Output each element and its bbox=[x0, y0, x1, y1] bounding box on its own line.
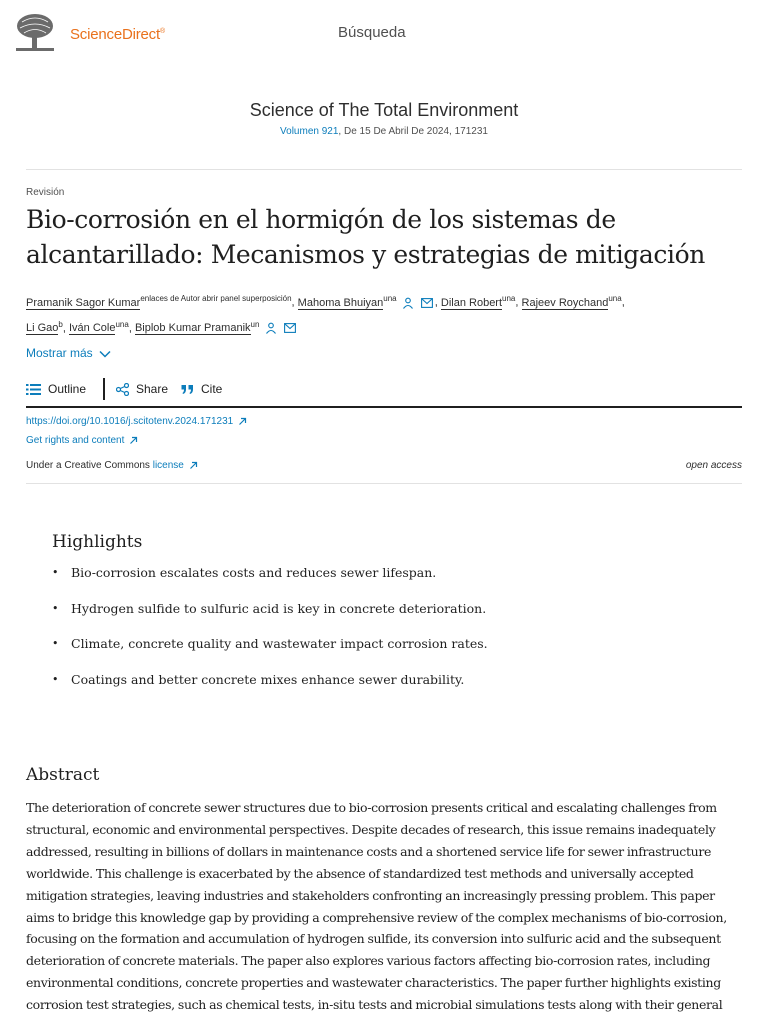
license-prefix: Under a Creative Commons bbox=[26, 460, 153, 471]
outline-button[interactable] bbox=[26, 382, 86, 396]
highlights-list bbox=[52, 564, 732, 706]
author-link[interactable]: Li Gao bbox=[26, 322, 59, 335]
cite-label: Cite bbox=[201, 382, 223, 396]
person-icon[interactable] bbox=[402, 297, 414, 309]
highlight-item: • Coatings and better concrete mixes enhance sewer durability. bbox=[52, 671, 732, 707]
show-more-button[interactable] bbox=[26, 346, 114, 360]
outline-label: Outline bbox=[48, 382, 87, 396]
highlight-item: • Climate, concrete quality and wastewater impact corrosion rates. bbox=[52, 635, 732, 671]
highlight-item: • Hydrogen sulfide to sulfuric acid is key in concrete deterioration. bbox=[52, 600, 732, 636]
sciencedirect-logo[interactable] bbox=[70, 26, 165, 43]
show-more-label: Mostrar más bbox=[26, 346, 93, 360]
highlights-heading: Highlights bbox=[52, 532, 143, 552]
volume-info bbox=[0, 126, 768, 137]
rights-text: Get rights and content bbox=[26, 435, 125, 446]
author-list: Pramanik Sagor Kumar$^{enlaces de Autor abrir panel superposición}$, Mahoma Bhuiyan$^{una}$ , Dilan Robert$^{una}$, Rajeev Roychand$^{una}$, Li Gao$^b$, Iván Cole$^{una}$, Biplob Kumar Pramanik$^{un}$ bbox=[26, 294, 625, 335]
external-link-icon bbox=[189, 461, 198, 470]
site-header bbox=[0, 0, 768, 70]
divider bbox=[26, 169, 742, 170]
share-label: Share bbox=[136, 382, 169, 396]
toolbar-divider bbox=[103, 378, 105, 400]
abstract-text: The deterioration of concrete sewer structures due to bio-corrosion presents critical and escalating challenges from structural, economic and environmental perspectives. Despite decades of research, this issue remains inadequately addressed, resulting in billions of dollars in maintenance costs and a shortened service life for sewer infrastructure worldwide. This challenge is exacerbated by the absence of standardized test methods and universally accepted mitigation strategies, leaving industries and stakeholders confronting an increasingly pressing problem. This paper aims to bridge this knowledge gap by providing a comprehensive review of the complex mechanisms of bio-corrosion, focusing on the formation and accumulation of hydrogen sulfide, its conversion into sulfuric acid and the subsequent deterioration of concrete materials. The paper also explores various factors affecting bio-corrosion rates, including environmental conditions, concrete properties and wastewater characteristics. The paper further highlights existing corrosion test strategies, such as chemical tests, in-situ tests and microbial simulations tests along with their general bbox=[26, 800, 727, 1013]
registered-mark: ® bbox=[159, 28, 165, 35]
author-affiliation: una bbox=[115, 319, 129, 329]
share-icon bbox=[116, 383, 129, 396]
person-icon[interactable] bbox=[265, 322, 277, 334]
article-type: Revisión bbox=[26, 187, 65, 198]
article-title: Bio-corrosión en el hormigón de los sistemas de alcantarillado: Mecanismos y estrategias de mitigación bbox=[26, 205, 705, 269]
author-link[interactable]: Biplob Kumar Pramanik bbox=[134, 322, 251, 335]
email-icon[interactable] bbox=[284, 323, 296, 333]
brand-name: ScienceDirect bbox=[70, 26, 160, 43]
divider bbox=[26, 483, 742, 484]
quote-icon bbox=[181, 383, 194, 395]
article-toolbar bbox=[26, 378, 742, 408]
author-affiliation[interactable]: enlaces de Autor abrir panel superposición bbox=[140, 294, 292, 303]
share-button[interactable] bbox=[116, 382, 168, 396]
volume-link[interactable]: Volumen 921 bbox=[280, 126, 339, 137]
cite-button[interactable] bbox=[181, 382, 222, 396]
author-link[interactable]: Rajeev Roychand bbox=[521, 296, 609, 309]
license-line bbox=[26, 460, 200, 471]
author-link[interactable]: Mahoma Bhuiyan bbox=[297, 296, 384, 309]
author-affiliation: b bbox=[58, 319, 63, 329]
issue-date: , De 15 De Abril De 2024, 171231 bbox=[338, 126, 488, 137]
author-affiliation: una bbox=[502, 294, 516, 303]
rights-link[interactable] bbox=[26, 435, 140, 446]
open-access-label: open access bbox=[685, 460, 742, 471]
chevron-down-icon bbox=[98, 349, 112, 359]
journal-title[interactable]: Science of The Total Environment bbox=[249, 100, 519, 120]
author-affiliation: una bbox=[383, 294, 397, 303]
external-link-icon bbox=[129, 436, 138, 445]
email-icon[interactable] bbox=[421, 298, 433, 308]
doi-text: https://doi.org/10.1016/j.scitotenv.2024.171231 bbox=[26, 416, 234, 427]
license-link[interactable]: license bbox=[152, 460, 184, 471]
author-affiliation: un bbox=[250, 319, 260, 329]
abstract-heading: Abstract bbox=[26, 765, 100, 785]
author-link[interactable]: Iván Cole bbox=[69, 322, 116, 335]
author-link[interactable]: Dilan Robert bbox=[440, 296, 503, 309]
author-affiliation: una bbox=[608, 294, 622, 303]
doi-link[interactable] bbox=[26, 416, 249, 427]
elsevier-tree-logo-icon[interactable] bbox=[12, 12, 58, 56]
author-link[interactable]: Pramanik Sagor Kumar bbox=[26, 296, 141, 309]
list-icon bbox=[26, 383, 41, 396]
search-link[interactable]: Búsqueda bbox=[338, 24, 406, 41]
external-link-icon bbox=[238, 417, 247, 426]
highlight-item: • Bio-corrosion escalates costs and reduces sewer lifespan. bbox=[52, 564, 732, 600]
